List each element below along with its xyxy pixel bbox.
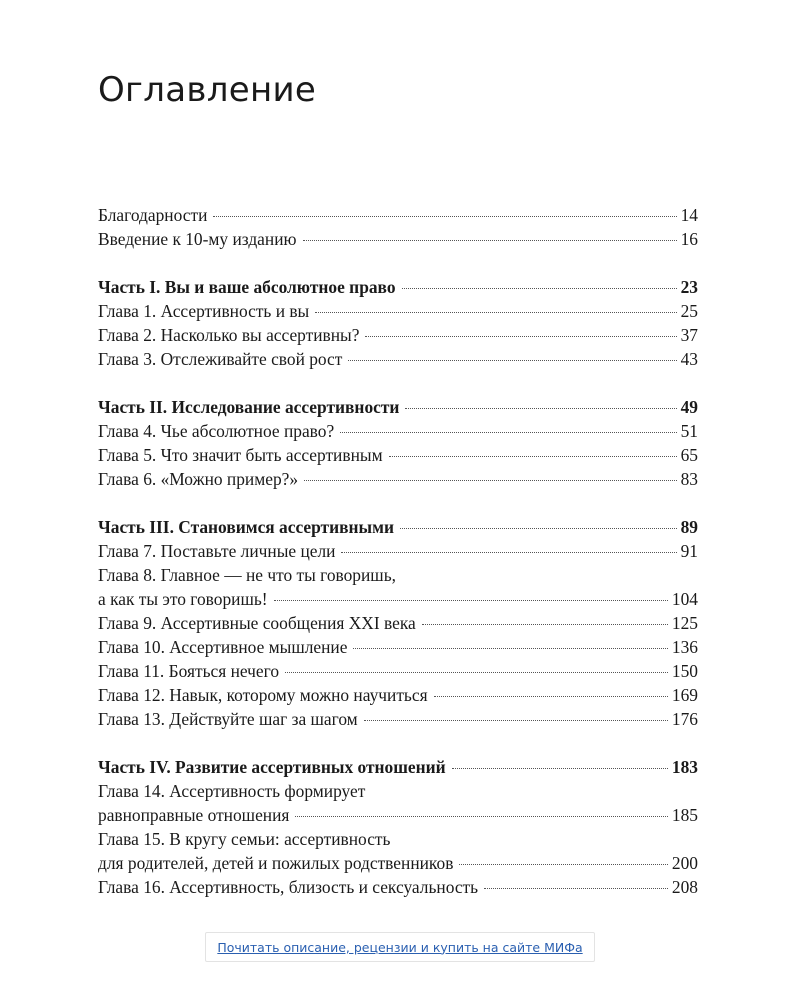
toc-page-number: 16 (680, 229, 698, 249)
section-gap (98, 371, 698, 395)
toc-entry-label: Глава 3. Отслеживайте свой рост (98, 349, 343, 369)
dot-leader (405, 408, 676, 409)
toc-page-number: 208 (671, 877, 698, 897)
toc-entry-label: Глава 6. «Можно пример?» (98, 469, 299, 489)
toc-page-number: 125 (671, 613, 698, 633)
toc-chapter-1 (98, 299, 698, 323)
dot-leader (353, 648, 667, 649)
dot-leader (364, 720, 668, 721)
dot-leader (484, 888, 668, 889)
toc-chapter-14-line1: Глава 14. Ассертивность формирует (98, 781, 366, 801)
toc-entry-label: Глава 10. Ассертивное мышление (98, 637, 348, 657)
toc-entry-label: Глава 5. Что значит быть ассертивным (98, 445, 383, 465)
toc-chapter-5 (98, 443, 698, 467)
section-gap (98, 491, 698, 515)
publisher-link-box (205, 932, 595, 962)
toc-page-number: 89 (680, 517, 698, 537)
toc-entry-label: Глава 2. Насколько вы ассертивны? (98, 325, 360, 345)
toc-entry-label: Глава 11. Бояться нечего (98, 661, 280, 681)
toc-page-number: 51 (680, 421, 698, 441)
toc-chapter-10 (98, 635, 698, 659)
dot-leader (341, 552, 676, 553)
dot-leader (452, 768, 668, 769)
dot-leader (348, 360, 676, 361)
dot-leader (304, 480, 677, 481)
toc-page-number: 169 (671, 685, 698, 705)
toc-chapter-14 (98, 803, 698, 827)
toc-entry-label: Глава 1. Ассертивность и вы (98, 301, 310, 321)
section-gap (98, 251, 698, 275)
toc-chapter-4 (98, 419, 698, 443)
dot-leader (274, 600, 668, 601)
dot-leader (365, 336, 676, 337)
publisher-link[interactable]: Почитать описание, рецензии и купить на сайте МИФа (217, 939, 583, 955)
toc-entry-label: а как ты это говоришь! (98, 589, 268, 609)
dot-leader (422, 624, 668, 625)
toc-page-number: 83 (680, 469, 698, 489)
dot-leader (400, 528, 677, 529)
toc-part-label: Часть IV. Развитие ассертивных отношений (98, 757, 446, 777)
toc-part-label: Часть III. Становимся ассертивными (98, 517, 394, 537)
toc-part-4 (98, 755, 698, 779)
toc-chapter-7 (98, 539, 698, 563)
toc-entry-label: Глава 13. Действуйте шаг за шагом (98, 709, 358, 729)
toc-page-number: 25 (680, 301, 698, 321)
toc-part-1 (98, 275, 698, 299)
toc-page-number: 200 (671, 853, 698, 873)
toc-entry-label: Глава 9. Ассертивные сообщения XXI века (98, 613, 416, 633)
toc-chapter-15-line1: Глава 15. В кругу семьи: ассертивность (98, 829, 391, 849)
toc-chapter-8-line1: Глава 8. Главное — не что ты говоришь, (98, 565, 396, 585)
toc-page-number: 23 (680, 277, 698, 297)
toc-chapter-9 (98, 611, 698, 635)
table-of-contents (98, 203, 698, 899)
toc-part-label: Часть I. Вы и ваше абсолютное право (98, 277, 396, 297)
dot-leader (402, 288, 677, 289)
dot-leader (303, 240, 677, 241)
toc-chapter-11 (98, 659, 698, 683)
toc-chapter-12 (98, 683, 698, 707)
dot-leader (459, 864, 668, 865)
dot-leader (285, 672, 668, 673)
toc-entry-label: Глава 12. Навык, которому можно научиться (98, 685, 428, 705)
toc-page-number: 176 (671, 709, 698, 729)
toc-page-number: 37 (680, 325, 698, 345)
toc-page-number: 104 (671, 589, 698, 609)
toc-chapter-2 (98, 323, 698, 347)
toc-chapter-6 (98, 467, 698, 491)
toc-page-number: 185 (671, 805, 698, 825)
toc-entry-label: Глава 4. Чье абсолютное право? (98, 421, 335, 441)
toc-entry-label: Глава 16. Ассертивность, близость и сексуальность (98, 877, 479, 897)
dot-leader (389, 456, 677, 457)
toc-chapter-16 (98, 875, 698, 899)
toc-page-number: 49 (680, 397, 698, 417)
toc-chapter-3 (98, 347, 698, 371)
toc-page-number: 43 (680, 349, 698, 369)
toc-entry-label: Введение к 10-му изданию (98, 229, 297, 249)
dot-leader (315, 312, 676, 313)
toc-page-number: 65 (680, 445, 698, 465)
toc-entry-label: Благодарности (98, 205, 208, 225)
toc-entry-label: Глава 7. Поставьте личные цели (98, 541, 336, 561)
toc-part-label: Часть II. Исследование ассертивности (98, 397, 400, 417)
section-gap (98, 731, 698, 755)
toc-entry-label: равноправные отношения (98, 805, 290, 825)
toc-page-number: 183 (671, 757, 698, 777)
toc-entry-acknowledgements (98, 203, 698, 227)
toc-page-number: 91 (680, 541, 698, 561)
toc-part-3 (98, 515, 698, 539)
dot-leader (434, 696, 668, 697)
toc-page-number: 136 (671, 637, 698, 657)
toc-chapter-13 (98, 707, 698, 731)
toc-part-2 (98, 395, 698, 419)
toc-page-number: 150 (671, 661, 698, 681)
toc-entry-introduction (98, 227, 698, 251)
toc-entry-label: для родителей, детей и пожилых родственников (98, 853, 454, 873)
toc-chapter-15 (98, 851, 698, 875)
dot-leader (340, 432, 676, 433)
toc-chapter-8 (98, 587, 698, 611)
dot-leader (295, 816, 667, 817)
dot-leader (213, 216, 676, 217)
page-title: Оглавление (98, 70, 317, 110)
toc-page-number: 14 (680, 205, 698, 225)
